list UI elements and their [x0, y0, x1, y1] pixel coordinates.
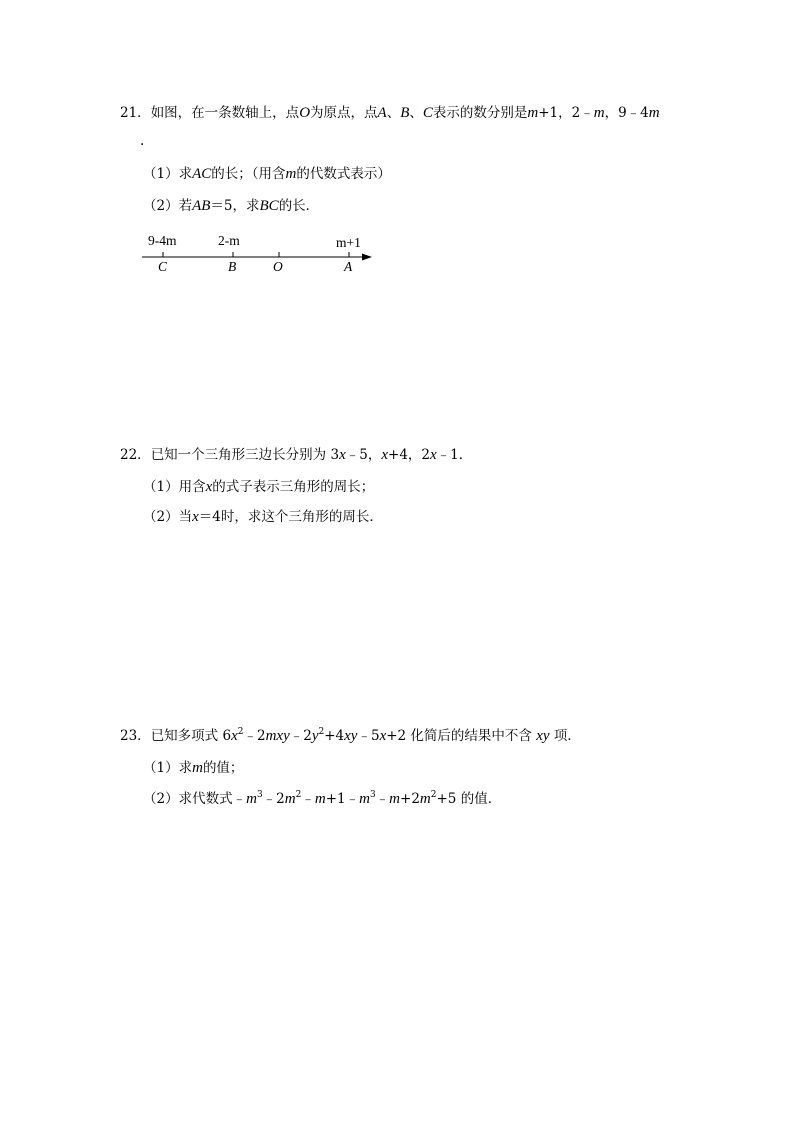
label-m-plus-1: m+1 — [336, 235, 361, 250]
q21-sub1: （1）求AC的长；（用含m的代数式表示） — [143, 166, 391, 182]
point-a: A — [344, 259, 353, 274]
q21-sub2: （2）若AB＝5，求BC的长． — [143, 198, 320, 214]
label-2-m: 2-m — [218, 233, 240, 248]
point-b: B — [228, 259, 237, 274]
label-9-4m: 9-4m — [148, 233, 177, 248]
q21-stem: 21．如图，在一条数轴上，点O为原点，点A、B、C表示的数分别是m+1，2﹣m，9﹣4m — [120, 105, 660, 121]
number-line-figure — [140, 228, 380, 278]
q23-sub1: （1）求m的值； — [143, 760, 244, 776]
number-line-arrow — [362, 254, 372, 261]
q23-number: 23． — [120, 728, 151, 744]
q22-stem: 22．已知一个三角形三边长分别为 3x﹣5，x+4，2x﹣1． — [120, 447, 473, 463]
point-c: C — [158, 259, 168, 274]
q22-sub2: （2）当x＝4时，求这个三角形的周长． — [143, 509, 383, 525]
q22-number: 22． — [120, 447, 151, 463]
q23-sub2: （2）求代数式$﹣m^3﹣2m^2﹣m+1﹣m^3﹣m+2m^2+5$ 的值． — [143, 790, 502, 807]
point-o: O — [273, 259, 283, 274]
q22-sub1: （1）用含x的式子表示三角形的周长； — [143, 479, 375, 495]
q23-stem: 23．已知多项式 $6x^2﹣2mxy﹣2y^2+4xy﹣5x+2$ 化简后的结果中不含 xy 项． — [120, 727, 581, 744]
q21-number: 21． — [120, 105, 151, 121]
q21-stem-end-dot: . — [140, 133, 145, 149]
